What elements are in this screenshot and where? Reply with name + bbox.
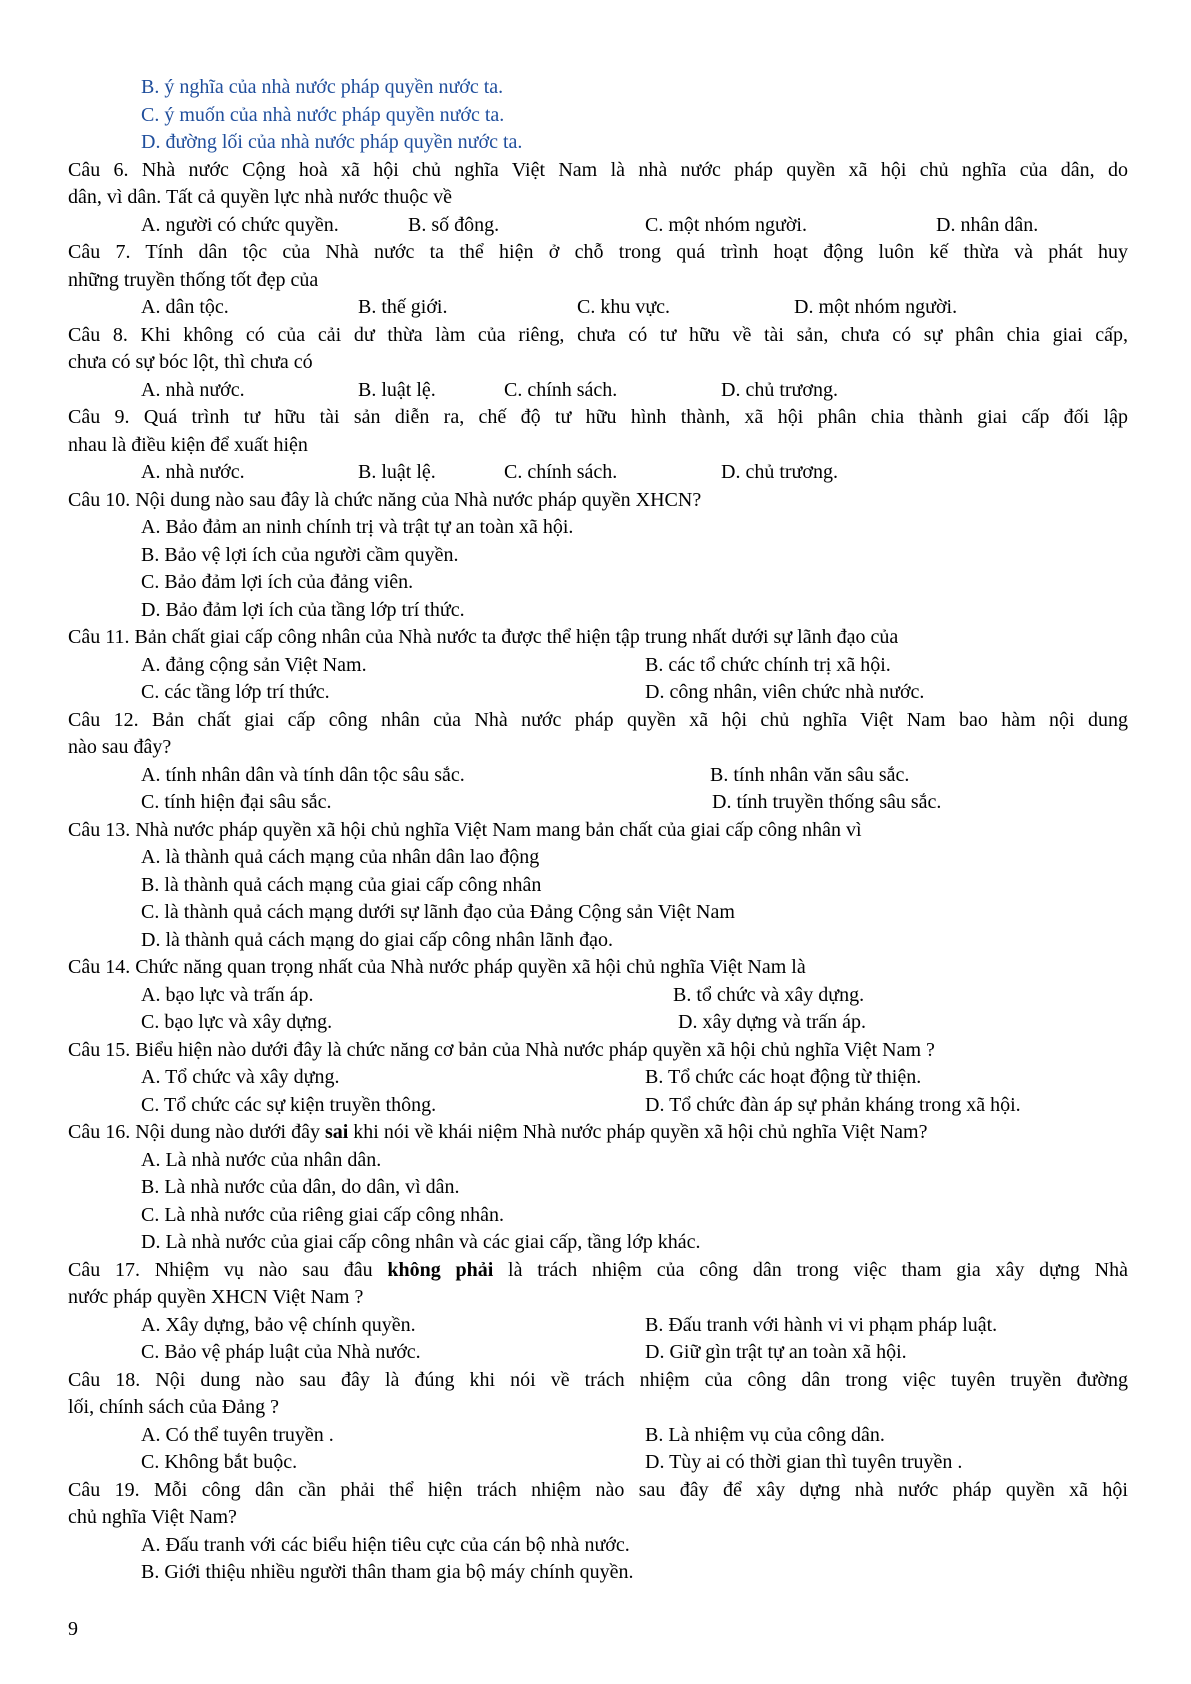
question-11-stem: Câu 11. Bản chất giai cấp công nhân của Nhà nước ta được thể hiện tập trung nhất dưới sự lãnh đạo của xyxy=(68,626,899,648)
option-d: D. đường lối của nhà nước pháp quyền nước ta. xyxy=(141,131,523,153)
option-d: D. chủ trương. xyxy=(721,461,838,483)
option-b: B. tính nhân văn sâu sắc. xyxy=(710,763,910,786)
option-d: D. là thành quả cách mạng do giai cấp công nhân lãnh đạo. xyxy=(141,928,614,951)
option-c: C. Không bắt buộc. xyxy=(141,1451,298,1473)
option-b: B. thế giới. xyxy=(358,296,448,318)
option-d: D. Tổ chức đàn áp sự phản kháng trong xã hội. xyxy=(645,1093,1021,1116)
question-11-options-row1 xyxy=(68,652,1128,680)
option-a: A. Xây dựng, bảo vệ chính quyền. xyxy=(141,1313,416,1336)
option-a: A. Là nhà nước của nhân dân. xyxy=(141,1148,382,1171)
option-a: A. Bảo đảm an ninh chính trị và trật tự an toàn xã hội. xyxy=(141,516,574,538)
question-18-options-row2 xyxy=(68,1449,1128,1477)
option-d: D. chủ trương. xyxy=(721,378,838,401)
question-14-stem: Câu 14. Chức năng quan trọng nhất của Nhà nước pháp quyền xã hội chủ nghĩa Việt Nam là xyxy=(68,956,806,978)
option-a: A. nhà nước. xyxy=(141,461,245,483)
option-c: C. tính hiện đại sâu sắc. xyxy=(141,791,332,813)
stem-text: khi nói về khái niệm Nhà nước pháp quyền xã hội chủ nghĩa Việt Nam? xyxy=(348,1121,928,1143)
question-18-stem: Câu 18. Nội dung nào sau đây là đúng khi nói về trách nhiệm của công dân trong việc tuyên truyền đường xyxy=(68,1368,1128,1391)
option-a: A. Đấu tranh với các biểu hiện tiêu cực của cán bộ nhà nước. xyxy=(141,1533,630,1556)
question-14-options-row2 xyxy=(68,1009,1128,1037)
option-d: D. một nhóm người. xyxy=(794,296,958,318)
question-17-stem-cont: nước pháp quyền XHCN Việt Nam ? xyxy=(68,1286,364,1308)
option-d: D. Tùy ai có thời gian thì tuyên truyền . xyxy=(645,1451,963,1473)
question-17-options-row1 xyxy=(68,1312,1128,1340)
option-b: B. Giới thiệu nhiều người thân tham gia bộ máy chính quyền. xyxy=(141,1561,634,1583)
option-b: B. số đông. xyxy=(408,213,500,236)
question-15-options-row2 xyxy=(68,1092,1128,1120)
option-b: B. các tổ chức chính trị xã hội. xyxy=(645,653,891,676)
option-d: D. Giữ gìn trật tự an toàn xã hội. xyxy=(645,1341,907,1363)
option-b: B. ý nghĩa của nhà nước pháp quyền nước ta. xyxy=(141,76,504,98)
question-6-stem-cont: dân, vì dân. Tất cả quyền lực nhà nước thuộc về xyxy=(68,186,452,208)
question-8-options xyxy=(68,377,1128,405)
question-17-options-row2 xyxy=(68,1339,1128,1367)
question-12-stem-cont: nào sau đây? xyxy=(68,736,172,758)
stem-text: Câu 16. Nội dung nào dưới đây xyxy=(68,1121,325,1143)
option-c: C. khu vực. xyxy=(577,296,671,318)
question-6-options xyxy=(68,212,1128,240)
stem-text: là trách nhiệm của công dân trong việc tham gia xây dựng Nhà xyxy=(493,1258,1129,1281)
option-a: A. bạo lực và trấn áp. xyxy=(141,983,314,1006)
question-19-stem-cont: chủ nghĩa Việt Nam? xyxy=(68,1506,237,1528)
question-7-stem-cont: những truyền thống tốt đẹp của xyxy=(68,268,319,291)
question-17-stem xyxy=(68,1257,1128,1285)
option-a: A. Tổ chức và xây dựng. xyxy=(141,1066,340,1088)
question-9-stem-cont: nhau là điều kiện để xuất hiện xyxy=(68,433,308,456)
option-a: A. người có chức quyền. xyxy=(141,213,339,236)
option-c: C. là thành quả cách mạng dưới sự lãnh đạo của Đảng Cộng sản Việt Nam xyxy=(141,901,735,923)
option-d: D. công nhân, viên chức nhà nước. xyxy=(645,681,925,703)
question-8-stem: Câu 8. Khi không có của cải dư thừa làm của riêng, chưa có tư hữu về tài sản, chưa có sự phân chia giai cấp, xyxy=(68,323,1128,346)
question-7-options xyxy=(68,294,1128,322)
question-15-options-row1 xyxy=(68,1064,1128,1092)
option-d: D. tính truyền thống sâu sắc. xyxy=(712,791,942,813)
option-a: A. nhà nước. xyxy=(141,378,245,401)
option-b: B. tổ chức và xây dựng. xyxy=(673,983,865,1006)
question-8-stem-cont: chưa có sự bóc lột, thì chưa có xyxy=(68,351,313,373)
question-18-stem-cont: lối, chính sách của Đảng ? xyxy=(68,1396,280,1418)
option-c: C. chính sách. xyxy=(504,461,618,483)
question-16-stem xyxy=(68,1119,1128,1147)
page-body xyxy=(68,74,1128,1587)
option-b: B. Bảo vệ lợi ích của người cầm quyền. xyxy=(141,543,459,566)
option-a: A. dân tộc. xyxy=(141,296,229,318)
option-c: C. chính sách. xyxy=(504,378,618,401)
question-11-options-row2 xyxy=(68,679,1128,707)
question-15-stem: Câu 15. Biểu hiện nào dưới đây là chức năng cơ bản của Nhà nước pháp quyền xã hội chủ nghĩa Việt Nam ? xyxy=(68,1038,935,1061)
option-c: C. Là nhà nước của riêng giai cấp công nhân. xyxy=(141,1203,504,1226)
option-a: A. đảng cộng sản Việt Nam. xyxy=(141,653,367,676)
stem-emphasis: sai xyxy=(324,1121,349,1143)
option-d: D. xây dựng và trấn áp. xyxy=(678,1011,867,1033)
option-c: C. Bảo vệ pháp luật của Nhà nước. xyxy=(141,1341,421,1363)
option-b: B. Là nhà nước của dân, do dân, vì dân. xyxy=(141,1176,460,1198)
option-b: B. luật lệ. xyxy=(358,461,436,483)
question-13-stem: Câu 13. Nhà nước pháp quyền xã hội chủ nghĩa Việt Nam mang bản chất của giai cấp công nhân vì xyxy=(68,818,862,841)
question-10-stem: Câu 10. Nội dung nào sau đây là chức năng của Nhà nước pháp quyền XHCN? xyxy=(68,488,702,511)
stem-text: Câu 17. Nhiệm vụ nào sau đâu xyxy=(68,1258,388,1281)
option-c: C. các tầng lớp trí thức. xyxy=(141,681,330,703)
option-b: B. Đấu tranh với hành vi vi phạm pháp luật. xyxy=(645,1313,998,1336)
question-7-stem: Câu 7. Tính dân tộc của Nhà nước ta thể hiện ở chỗ trong quá trình hoạt động luôn kế thừa và phát huy xyxy=(68,241,1128,263)
stem-emphasis: không phải xyxy=(387,1258,494,1281)
question-12-stem: Câu 12. Bản chất giai cấp công nhân của Nhà nước pháp quyền xã hội chủ nghĩa Việt Nam bao hàm nội dung xyxy=(68,708,1128,731)
option-c: C. Bảo đảm lợi ích của đảng viên. xyxy=(141,571,414,593)
option-b: B. Là nhiệm vụ của công dân. xyxy=(645,1423,885,1446)
option-c: C. bạo lực và xây dựng. xyxy=(141,1011,333,1033)
option-a: A. tính nhân dân và tính dân tộc sâu sắc. xyxy=(141,763,465,786)
option-b: B. Tổ chức các hoạt động từ thiện. xyxy=(645,1066,922,1088)
question-19-stem: Câu 19. Mỗi công dân cần phải thể hiện trách nhiệm nào sau đây để xây dựng nhà nước pháp quyền xã hội xyxy=(68,1478,1128,1501)
option-c: C. một nhóm người. xyxy=(645,213,807,236)
option-d: D. nhân dân. xyxy=(936,213,1039,236)
question-14-options-row1 xyxy=(68,982,1128,1010)
option-d: D. Là nhà nước của giai cấp công nhân và các giai cấp, tầng lớp khác. xyxy=(141,1231,701,1253)
question-9-options xyxy=(68,459,1128,487)
page-number: 9 xyxy=(68,1618,78,1640)
option-b: B. là thành quả cách mạng của giai cấp công nhân xyxy=(141,873,542,896)
question-6-stem: Câu 6. Nhà nước Cộng hoà xã hội chủ nghĩa Việt Nam là nhà nước pháp quyền xã hội chủ nghĩa của dân, do xyxy=(68,158,1128,181)
option-b: B. luật lệ. xyxy=(358,378,436,401)
question-12-options-row1 xyxy=(68,762,1128,790)
question-9-stem: Câu 9. Quá trình tư hữu tài sản diễn ra, chế độ tư hữu hình thành, xã hội phân chia thành giai cấp đối lập xyxy=(68,406,1128,428)
option-a: A. Có thể tuyên truyền . xyxy=(141,1423,334,1446)
option-c: C. ý muốn của nhà nước pháp quyền nước ta. xyxy=(141,103,505,126)
option-d: D. Bảo đảm lợi ích của tầng lớp trí thức. xyxy=(141,598,465,621)
question-12-options-row2 xyxy=(68,789,1128,817)
question-18-options-row1 xyxy=(68,1422,1128,1450)
option-c: C. Tổ chức các sự kiện truyền thông. xyxy=(141,1093,437,1116)
option-a: A. là thành quả cách mạng của nhân dân lao động xyxy=(141,846,540,868)
